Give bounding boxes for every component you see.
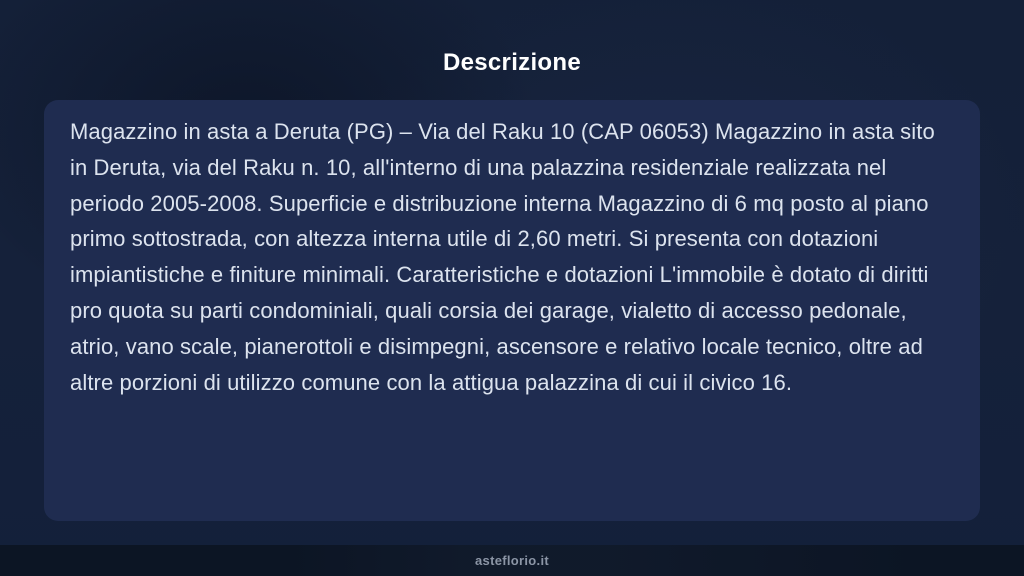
footer-bar [0,545,1024,576]
footer-site-label: asteflorio.it [475,553,549,568]
page-title: Descrizione [442,49,582,76]
description-card [44,100,980,521]
description-text: Magazzino in asta a Deruta (PG) – Via del Raku 10 (CAP 06053) Magazzino in asta sito in Deruta, via del Raku n. 10, all'interno di una palazzina residenziale realizzata nel periodo 2005-2008. Superficie e distribuzione interna Magazzino di 6 mq posto al piano primo sottostrada, con altezza interna utile di 2,60 metri. Si presenta con dotazioni impiantistiche e finiture minimali. Caratteristiche e dotazioni L'immobile è dotato di diritti pro quota su parti condominiali, quali corsia dei garage, vialetto di accesso pedonale, atrio, vano scale, pianerottoli e disimpegni, ascensore e relativo locale tecnico, oltre ad altre porzioni di utilizzo comune con la attigua palazzina di cui il civico 16. [70,119,935,395]
